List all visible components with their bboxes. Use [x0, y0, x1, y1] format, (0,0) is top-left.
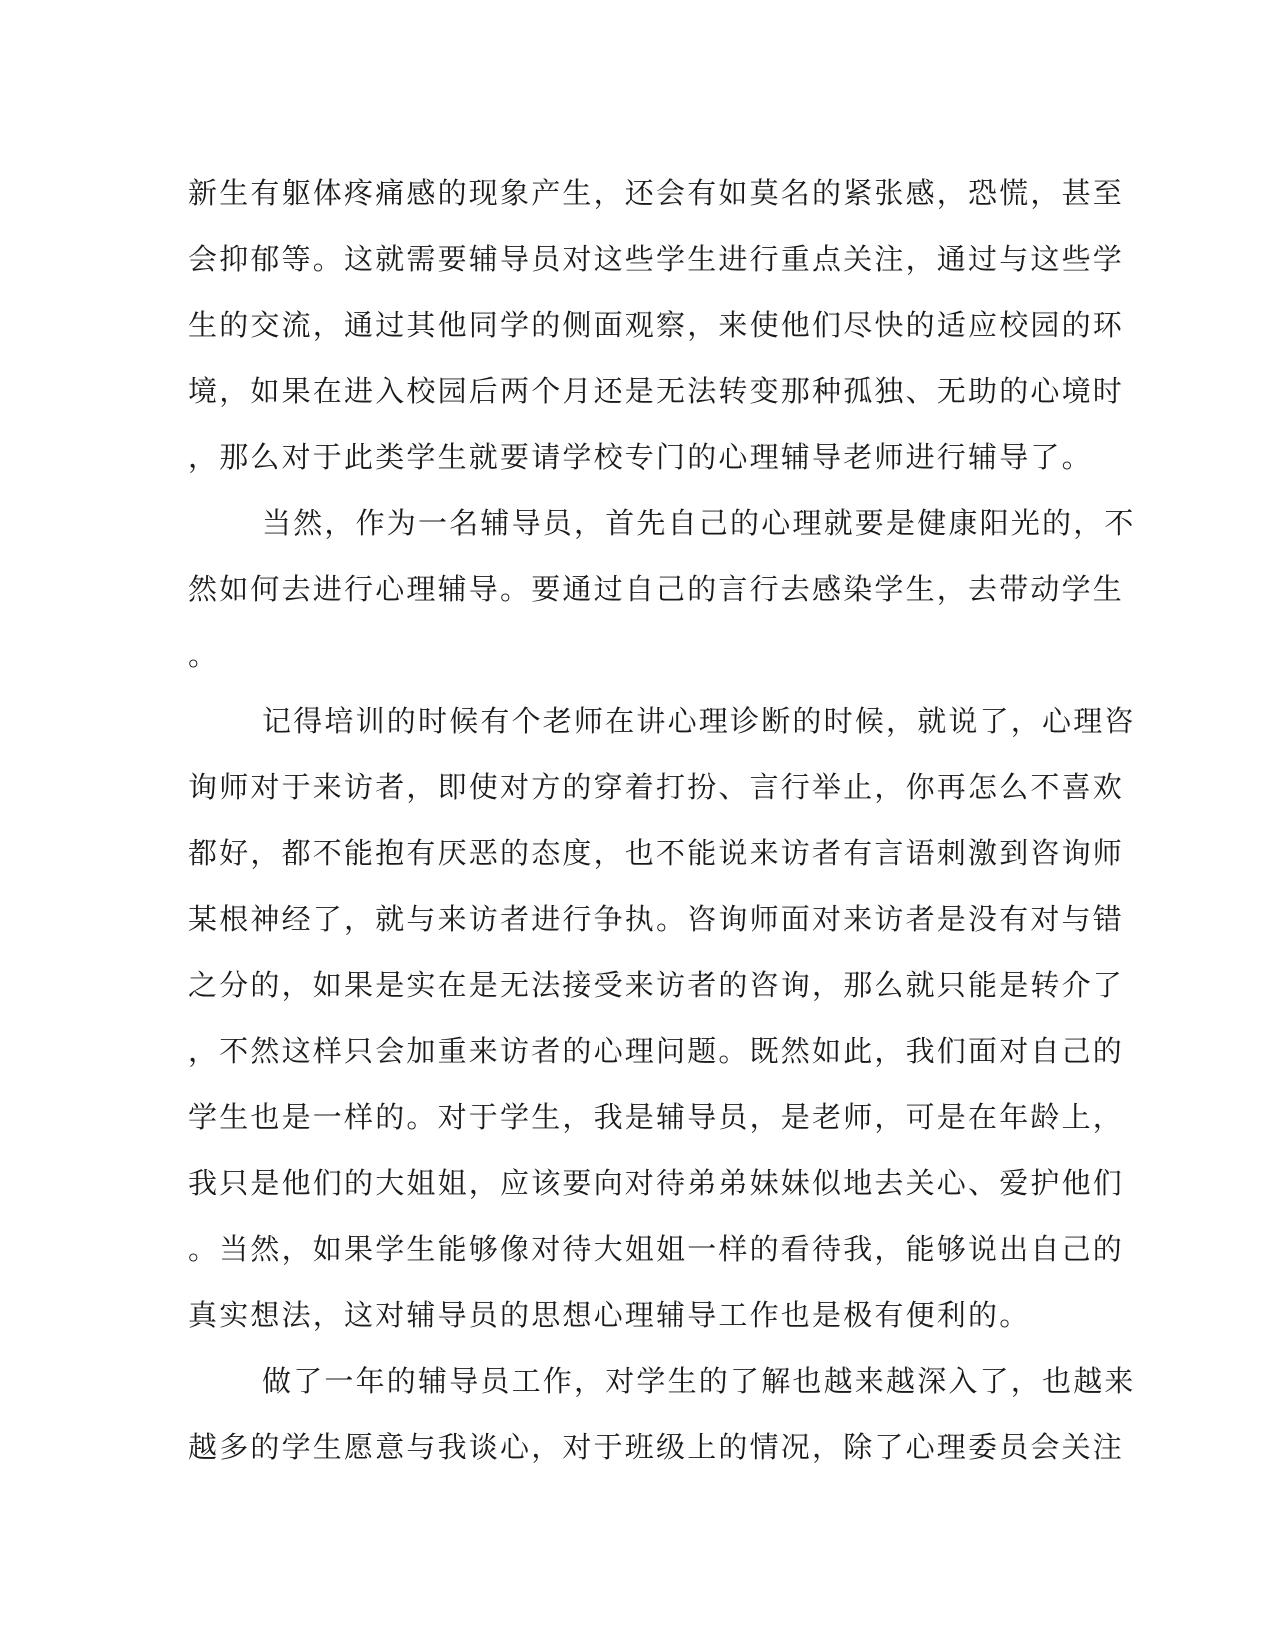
document-body — [188, 160, 1136, 1480]
text-line: 询师对于来访者，即使对方的穿着打扮、言行举止，你再怎么不喜欢 — [188, 770, 1125, 804]
text-line: 。当然，如果学生能够像对待大姐姐一样的看待我，能够说出自己的 — [188, 1232, 1125, 1266]
text-line: 会抑郁等。这就需要辅导员对这些学生进行重点关注，通过与这些学 — [188, 242, 1125, 276]
text-line: 真实想法，这对辅导员的思想心理辅导工作也是极有便利的。 — [188, 1298, 1031, 1332]
paragraph-start-line: 记得培训的时候有个老师在讲心理诊断的时候，就说了，心理咨 — [262, 704, 1136, 738]
text-line: ，不然这样只会加重来访者的心理问题。既然如此，我们面对自己的 — [188, 1034, 1125, 1068]
text-line: 都好，都不能抱有厌恶的态度，也不能说来访者有言语刺激到咨询师 — [188, 836, 1125, 870]
text-line: 新生有躯体疼痛感的现象产生，还会有如莫名的紧张感，恐慌，甚至 — [188, 176, 1125, 210]
text-line: 然如何去进行心理辅导。要通过自己的言行去感染学生，去带动学生 — [188, 572, 1125, 606]
text-line: 。 — [188, 638, 220, 672]
text-line: 学生也是一样的。对于学生，我是辅导员，是老师，可是在年龄上， — [188, 1100, 1125, 1134]
text-line: 越多的学生愿意与我谈心，对于班级上的情况，除了心理委员会关注 — [188, 1430, 1125, 1464]
text-line: ，那么对于此类学生就要请学校专门的心理辅导老师进行辅导了。 — [188, 440, 1093, 474]
text-line: 境，如果在进入校园后两个月还是无法转变那种孤独、无助的心境时 — [188, 374, 1125, 408]
text-line: 我只是他们的大姐姐，应该要向对待弟弟妹妹似地去关心、爱护他们 — [188, 1166, 1125, 1200]
text-line: 之分的，如果是实在是无法接受来访者的咨询，那么就只能是转介了 — [188, 968, 1125, 1002]
text-line: 某根神经了，就与来访者进行争执。咨询师面对来访者是没有对与错 — [188, 902, 1125, 936]
paragraph-start-line: 做了一年的辅导员工作，对学生的了解也越来越深入了，也越来 — [262, 1364, 1136, 1398]
text-line: 生的交流，通过其他同学的侧面观察，来使他们尽快的适应校园的环 — [188, 308, 1125, 342]
paragraph-start-line: 当然，作为一名辅导员，首先自己的心理就要是健康阳光的，不 — [262, 506, 1136, 540]
